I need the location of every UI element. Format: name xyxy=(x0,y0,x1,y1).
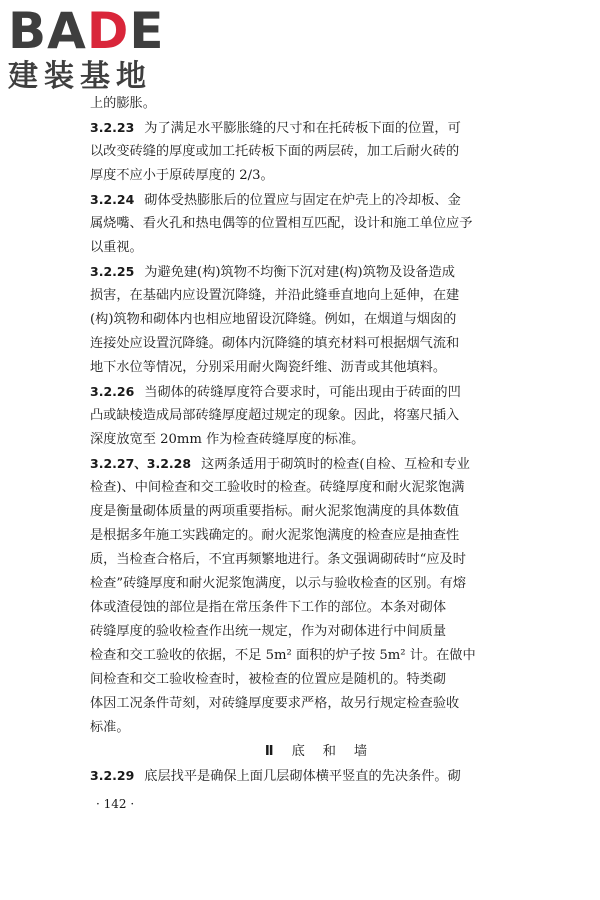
clause-number: 3.2.23 xyxy=(90,120,135,135)
logo-wordmark xyxy=(8,4,164,58)
clause-line xyxy=(90,380,520,404)
clause-number: 3.2.24 xyxy=(90,192,135,207)
text-line xyxy=(90,332,520,356)
text-line xyxy=(90,284,520,308)
brand-logo xyxy=(8,4,188,104)
text-line xyxy=(90,212,520,236)
text-line xyxy=(90,92,520,116)
line-text: 以重视。 xyxy=(90,240,143,255)
line-text: 底层找平是确保上面几层砌体横平竖直的先决条件。砌 xyxy=(144,769,461,784)
text-line xyxy=(90,404,520,428)
text-line xyxy=(90,716,520,740)
line-text: 当砌体的砖缝厚度符合要求时，可能出现由于砖面的凹 xyxy=(144,385,461,400)
line-text: (构)筑物和砌体内也相应地留设沉降缝。例如，在烟道与烟囱的 xyxy=(90,312,457,327)
line-text: 检查)、中间检查和交工验收时的检查。砖缝厚度和耐火泥浆饱满 xyxy=(90,480,465,495)
line-text: 地下水位等情况，分别采用耐火陶瓷纤维、沥青或其他填料。 xyxy=(90,360,447,375)
clause-number: 3.2.27、3.2.28 xyxy=(90,456,192,471)
clause-number: 3.2.25 xyxy=(90,264,135,279)
text-line xyxy=(90,236,520,260)
text-line xyxy=(90,692,520,716)
line-text: 上的膨胀。 xyxy=(90,96,156,111)
section-heading xyxy=(90,740,520,764)
clause-line xyxy=(90,764,520,788)
text-line xyxy=(90,572,520,596)
logo-word-part-1: BA xyxy=(8,2,87,60)
line-text: 度是衡量砌体质量的两项重要指标。耐火泥浆饱满度的具体数值 xyxy=(90,504,460,519)
line-text: 损害，在基础内应设置沉降缝，并沿此缝垂直地向上延伸，在建 xyxy=(90,288,460,303)
line-text: 间检查和交工验收检查时，被检查的位置应是随机的。特类砌 xyxy=(90,672,447,687)
text-line xyxy=(90,476,520,500)
text-line xyxy=(90,644,520,668)
page-number: · 142 · xyxy=(96,797,135,811)
line-text: 为避免建(构)筑物不均衡下沉对建(构)筑物及设备造成 xyxy=(144,265,455,280)
clause-number: 3.2.29 xyxy=(90,768,135,783)
line-text: 体或渣侵蚀的部位是指在常压条件下工作的部位。本条对砌体 xyxy=(90,600,447,615)
line-text: 检查”砖缝厚度和耐火泥浆饱满度，以示与验收检查的区别。有熔 xyxy=(90,576,466,591)
line-text: 砌体受热膨胀后的位置应与固定在炉壳上的冷却板、金 xyxy=(144,193,461,208)
clause-line xyxy=(90,260,520,284)
line-text: 这两条适用于砌筑时的检查(自检、互检和专业 xyxy=(201,457,470,472)
text-line xyxy=(90,500,520,524)
text-line xyxy=(90,308,520,332)
clause-line xyxy=(90,116,520,140)
line-text: 体因工况条件苛刻，对砖缝厚度要求严格，故另行规定检查验收 xyxy=(90,696,460,711)
text-line xyxy=(90,428,520,452)
line-text: 属烧嘴、看火孔和热电偶等的位置相互匹配，设计和施工单位应予 xyxy=(90,216,473,231)
section-title-text: 底和墙 xyxy=(291,744,386,759)
text-line xyxy=(90,356,520,380)
text-line xyxy=(90,524,520,548)
line-text: 以改变砖缝的厚度或加工托砖板下面的两层砖，加工后耐火砖的 xyxy=(90,144,460,159)
text-line xyxy=(90,668,520,692)
line-text: 检查和交工验收的依据，不足 5m² 面积的炉子按 5m² 计。在做中 xyxy=(90,648,476,663)
text-line xyxy=(90,620,520,644)
section-numeral: Ⅱ xyxy=(264,744,274,759)
text-line xyxy=(90,596,520,620)
text-line xyxy=(90,548,520,572)
document-body xyxy=(90,92,520,788)
logo-word-part-3: E xyxy=(129,2,165,60)
logo-word-accent: D xyxy=(86,2,130,60)
text-line xyxy=(90,164,520,188)
line-text: 深度放宽至 20mm 作为检查砖缝厚度的标准。 xyxy=(90,432,365,447)
clause-number: 3.2.26 xyxy=(90,384,135,399)
line-text: 标准。 xyxy=(90,720,130,735)
line-text: 砖缝厚度的验收检查作出统一规定，作为对砌体进行中间质量 xyxy=(90,624,447,639)
clause-line xyxy=(90,452,520,476)
text-line xyxy=(90,140,520,164)
line-text: 凸或缺棱造成局部砖缝厚度超过规定的现象。因此，将塞尺插入 xyxy=(90,408,460,423)
line-text: 为了满足水平膨胀缝的尺寸和在托砖板下面的位置，可 xyxy=(144,121,461,136)
line-text: 是根据多年施工实践确定的。耐火泥浆饱满度的检查应是抽查性 xyxy=(90,528,460,543)
logo-subtitle: 建装基地 xyxy=(8,59,152,94)
line-text: 质，当检查合格后，不宜再频繁地进行。条文强调砌砖时“应及时 xyxy=(90,552,466,567)
clause-line xyxy=(90,188,520,212)
line-text: 连接处应设置沉降缝。砌体内沉降缝的填充材料可根据烟气流和 xyxy=(90,336,460,351)
line-text: 厚度不应小于原砖厚度的 2/3。 xyxy=(90,168,274,183)
